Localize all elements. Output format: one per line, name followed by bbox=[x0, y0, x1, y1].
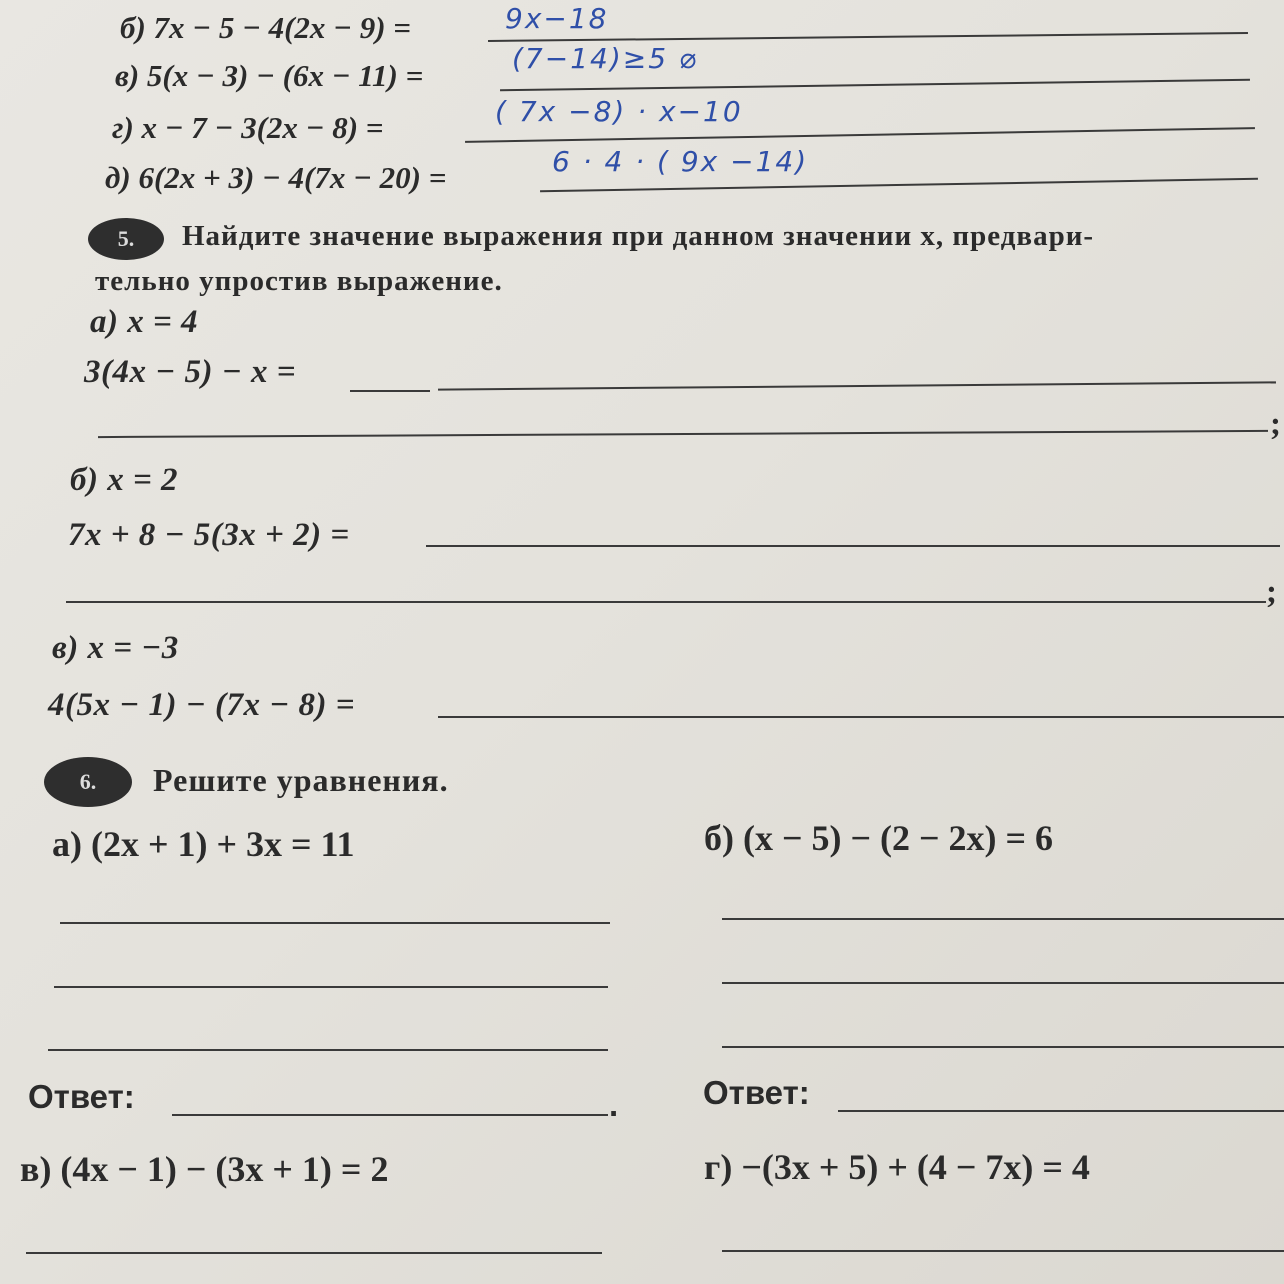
task6-number: 6. bbox=[79, 769, 97, 794]
task6-v-work-line1[interactable] bbox=[26, 1252, 602, 1254]
task6-title: Решите уравнения. bbox=[153, 762, 449, 798]
task6-a-answer-period: . bbox=[609, 1086, 619, 1123]
task5-b-semicolon: ; bbox=[1266, 574, 1278, 610]
task5-a-answer-line2[interactable] bbox=[98, 430, 1268, 438]
task6-a-work-line2[interactable] bbox=[54, 986, 608, 988]
task5-b-answer-line2[interactable] bbox=[66, 601, 1266, 603]
task4-b-handwritten-answer: 9x−18 bbox=[505, 2, 609, 35]
task5-v-given: в) x = −3 bbox=[52, 630, 179, 666]
task6-number-badge bbox=[44, 757, 132, 807]
task6-a-answer-line[interactable] bbox=[172, 1114, 608, 1116]
task5-a-expression: 3(4x − 5) − x = bbox=[84, 354, 297, 390]
task6-g-equation: г) −(3x + 5) + (4 − 7x) = 4 bbox=[704, 1147, 1090, 1187]
task4-v-handwritten-answer: (7−14)≥5 ⌀ bbox=[512, 42, 698, 75]
task5-title-line2: тельно упростив выражение. bbox=[95, 265, 503, 297]
task5-number-badge bbox=[88, 218, 164, 260]
task5-a-given: а) x = 4 bbox=[90, 304, 199, 340]
task6-b-answer-label: Ответ: bbox=[703, 1074, 810, 1111]
task5-title-line1: Найдите значение выражения при данном значении x, предвари- bbox=[182, 220, 1095, 252]
task6-a-answer-label: Ответ: bbox=[28, 1078, 135, 1115]
task4-d-handwritten-answer: 6 · 4 · ( 9x −14) bbox=[552, 145, 809, 178]
task5-v-expression: 4(5x − 1) − (7x − 8) = bbox=[48, 687, 356, 723]
task6-b-work-line3[interactable] bbox=[722, 1046, 1284, 1048]
task4-d-expression: д) 6(2x + 3) − 4(7x − 20) = bbox=[105, 160, 447, 195]
task5-b-given: б) x = 2 bbox=[70, 462, 179, 498]
task5-number: 5. bbox=[117, 226, 135, 251]
task4-g-expression: г) x − 7 − 3(2x − 8) = bbox=[112, 110, 384, 145]
task6-b-answer-line[interactable] bbox=[838, 1110, 1284, 1112]
task4-d-answer-line[interactable] bbox=[540, 178, 1258, 193]
task6-b-work-line2[interactable] bbox=[722, 982, 1284, 984]
task4-g-handwritten-answer: ( 7x −8) · x−10 bbox=[495, 95, 743, 128]
task6-b-work-line1[interactable] bbox=[722, 918, 1284, 920]
task6-a-work-line3[interactable] bbox=[48, 1049, 608, 1051]
task4-b-expression: б) 7x − 5 − 4(2x − 9) = bbox=[120, 10, 411, 45]
task6-a-equation: а) (2x + 1) + 3x = 11 bbox=[52, 824, 355, 864]
task6-a-work-line1[interactable] bbox=[60, 922, 610, 924]
task5-v-answer-line[interactable] bbox=[438, 716, 1284, 718]
task4-v-expression: в) 5(x − 3) − (6x − 11) = bbox=[115, 58, 424, 93]
task6-v-equation: в) (4x − 1) − (3x + 1) = 2 bbox=[20, 1149, 389, 1189]
task5-a-answer-line[interactable] bbox=[438, 381, 1276, 390]
task5-b-answer-line[interactable] bbox=[426, 545, 1280, 547]
task5-a-semicolon: ; bbox=[1270, 406, 1282, 442]
task5-b-expression: 7x + 8 − 5(3x + 2) = bbox=[68, 517, 350, 553]
task6-g-work-line1[interactable] bbox=[722, 1250, 1284, 1252]
task4-g-answer-line[interactable] bbox=[465, 127, 1255, 143]
task5-a-answer-line-short[interactable] bbox=[350, 390, 430, 392]
task6-b-equation: б) (x − 5) − (2 − 2x) = 6 bbox=[704, 818, 1053, 858]
task4-v-answer-line[interactable] bbox=[500, 79, 1250, 91]
